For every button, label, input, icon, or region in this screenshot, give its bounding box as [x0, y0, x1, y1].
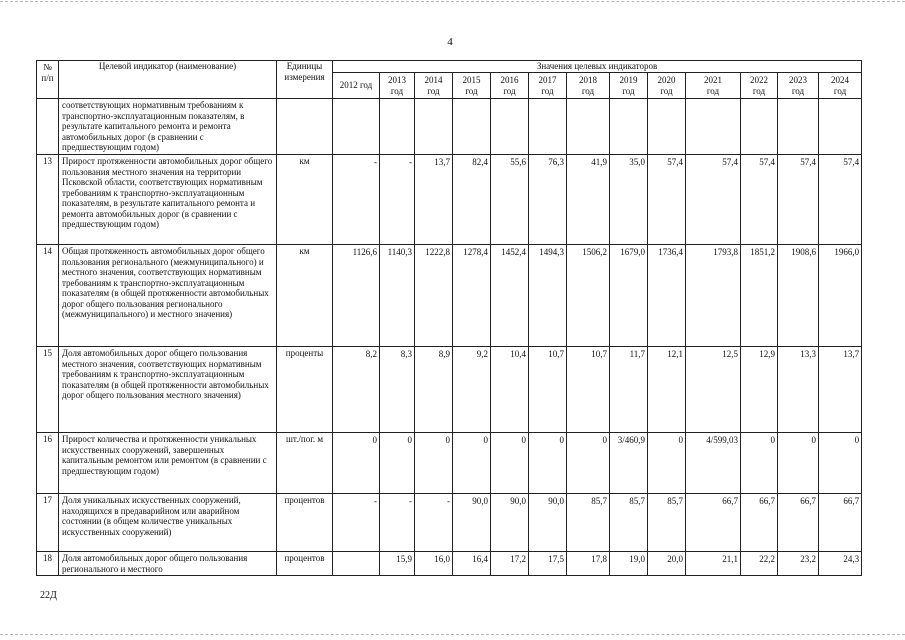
value-cell — [686, 99, 741, 155]
value-cell — [778, 99, 819, 155]
scan-bottom-edge — [0, 634, 905, 635]
table-row — [37, 155, 862, 245]
header-year: 2020 год — [648, 73, 686, 99]
value-cell: 66,7 — [819, 494, 862, 552]
header-year: 2023 год — [778, 73, 819, 99]
unit-cell: км — [277, 155, 333, 245]
value-cell: 22,2 — [741, 552, 778, 576]
value-cell: 1908,6 — [778, 245, 819, 347]
value-cell: - — [415, 494, 453, 552]
value-cell: 10,7 — [567, 347, 610, 433]
value-cell: 66,7 — [778, 494, 819, 552]
value-cell: 23,2 — [778, 552, 819, 576]
value-cell: 57,4 — [686, 155, 741, 245]
value-cell: 0 — [648, 433, 686, 494]
value-cell: 85,7 — [648, 494, 686, 552]
value-cell: 13,7 — [415, 155, 453, 245]
header-unit — [277, 61, 333, 99]
indicators-table — [36, 60, 862, 576]
header-unit-text: Единицы измерения — [284, 61, 325, 82]
row-number: 17 — [37, 494, 59, 552]
value-cell: 0 — [415, 433, 453, 494]
value-cell: 90,0 — [491, 494, 529, 552]
header-year: 2016 год — [491, 73, 529, 99]
table-row — [37, 552, 862, 576]
row-number: 14 — [37, 245, 59, 347]
value-cell: 1736,4 — [648, 245, 686, 347]
value-cell: - — [380, 494, 415, 552]
value-cell — [819, 99, 862, 155]
value-cell: 10,7 — [529, 347, 567, 433]
value-cell: 90,0 — [529, 494, 567, 552]
value-cell — [415, 99, 453, 155]
row-number — [37, 99, 59, 155]
header-year: 2017 год — [529, 73, 567, 99]
value-cell: 8,2 — [333, 347, 380, 433]
header-num-text: № п/п — [41, 62, 54, 83]
header-values-group — [333, 61, 862, 73]
value-cell: 0 — [491, 433, 529, 494]
value-cell: 85,7 — [610, 494, 648, 552]
value-cell: 85,7 — [567, 494, 610, 552]
value-cell: 17,2 — [491, 552, 529, 576]
value-cell: 55,6 — [491, 155, 529, 245]
unit-cell: проценты — [277, 347, 333, 433]
value-cell — [333, 552, 380, 576]
header-indicator-text: Целевой индикатор (наименование) — [98, 61, 237, 71]
value-cell: 0 — [529, 433, 567, 494]
value-cell: 1966,0 — [819, 245, 862, 347]
unit-cell — [277, 99, 333, 155]
value-cell: 17,5 — [529, 552, 567, 576]
table-body — [37, 99, 862, 576]
table-row — [37, 347, 862, 433]
value-cell: 1679,0 — [610, 245, 648, 347]
value-cell — [567, 99, 610, 155]
header-year: 2013 год — [380, 73, 415, 99]
value-cell: 20,0 — [648, 552, 686, 576]
value-cell — [380, 99, 415, 155]
unit-cell: процентов — [277, 494, 333, 552]
header-year: 2022 год — [741, 73, 778, 99]
value-cell — [491, 99, 529, 155]
header-year: 2021 год — [686, 73, 741, 99]
unit-cell: процентов — [277, 552, 333, 576]
value-cell: - — [333, 155, 380, 245]
value-cell: 0 — [567, 433, 610, 494]
value-cell: 16,4 — [453, 552, 491, 576]
value-cell: 57,4 — [648, 155, 686, 245]
scan-top-edge — [0, 1, 905, 2]
value-cell: 66,7 — [686, 494, 741, 552]
value-cell: 57,4 — [778, 155, 819, 245]
value-cell: 3/460,9 — [610, 433, 648, 494]
row-number: 18 — [37, 552, 59, 576]
value-cell: 0 — [333, 433, 380, 494]
value-cell — [741, 99, 778, 155]
value-cell: 8,3 — [380, 347, 415, 433]
table-row — [37, 433, 862, 494]
header-year: 2014 год — [415, 73, 453, 99]
row-number: 13 — [37, 155, 59, 245]
header-year: 2018 год — [567, 73, 610, 99]
value-cell — [648, 99, 686, 155]
value-cell: 76,3 — [529, 155, 567, 245]
value-cell: 90,0 — [453, 494, 491, 552]
value-cell: 0 — [741, 433, 778, 494]
value-cell: 57,4 — [741, 155, 778, 245]
value-cell: 19,0 — [610, 552, 648, 576]
header-row-top — [37, 61, 862, 73]
value-cell: 1222,8 — [415, 245, 453, 347]
value-cell — [333, 99, 380, 155]
value-cell — [529, 99, 567, 155]
table-row — [37, 245, 862, 347]
value-cell: 12,5 — [686, 347, 741, 433]
page-number: 4 — [447, 36, 453, 48]
value-cell: 0 — [778, 433, 819, 494]
value-cell: 57,4 — [819, 155, 862, 245]
row-number: 16 — [37, 433, 59, 494]
value-cell: 1278,4 — [453, 245, 491, 347]
value-cell: - — [380, 155, 415, 245]
value-cell: 1140,3 — [380, 245, 415, 347]
indicator-name: Доля автомобильных дорог общего пользования регионального и местного — [59, 552, 277, 576]
header-year: 2015 год — [453, 73, 491, 99]
indicator-name: Прирост количества и протяженности уникальных искусственных сооружений, завершенных капитальным ремонтом или ремонтом (в сравнении с предшествующим годом) — [59, 433, 277, 494]
value-cell: 0 — [819, 433, 862, 494]
indicator-name: Прирост протяженности автомобильных дорог общего пользования местного значения на территории Псковской области, соответствующих нормативным требованиям к транспортно-эксплуатационным показателям, в результате капитального ремонта и ремонта автомобильных дорог (в сравнении с предшествующим годом) — [59, 155, 277, 245]
value-cell: 24,3 — [819, 552, 862, 576]
value-cell: 13,3 — [778, 347, 819, 433]
value-cell — [453, 99, 491, 155]
value-cell: 13,7 — [819, 347, 862, 433]
unit-cell: шт./пог. м — [277, 433, 333, 494]
unit-cell: км — [277, 245, 333, 347]
header-year: 2019 год — [610, 73, 648, 99]
value-cell: 1126,6 — [333, 245, 380, 347]
header-num — [37, 61, 59, 99]
table-row — [37, 494, 862, 552]
indicator-name: Доля уникальных искусственных сооружений, находящихся в предаварийном или аварийном состоянии (в общем количестве уникальных искусственных сооружений) — [59, 494, 277, 552]
header-year: 2024 год — [819, 73, 862, 99]
value-cell: 16,0 — [415, 552, 453, 576]
value-cell: 1506,2 — [567, 245, 610, 347]
value-cell: 0 — [453, 433, 491, 494]
value-cell: 41,9 — [567, 155, 610, 245]
value-cell: 0 — [380, 433, 415, 494]
value-cell: 82,4 — [453, 155, 491, 245]
value-cell: 1452,4 — [491, 245, 529, 347]
value-cell: 1494,3 — [529, 245, 567, 347]
value-cell — [610, 99, 648, 155]
value-cell: 1851,2 — [741, 245, 778, 347]
value-cell: 15,9 — [380, 552, 415, 576]
header-year: 2012 год — [333, 73, 380, 99]
indicator-name: соответствующих нормативным требованиям к транспортно-эксплуатационным показателям, в результате капитального ремонта и ремонта автомобильных дорог (в сравнении с предшествующим годом) — [59, 99, 277, 155]
value-cell: 4/599,03 — [686, 433, 741, 494]
row-number: 15 — [37, 347, 59, 433]
value-cell: 66,7 — [741, 494, 778, 552]
value-cell: 17,8 — [567, 552, 610, 576]
indicator-name: Доля автомобильных дорог общего пользования местного значения, соответствующих нормативным требованиям к транспортно-эксплуатационным показателям (в общей протяженности автомобильных дорог общего пользования местного значения) — [59, 347, 277, 433]
value-cell: 21,1 — [686, 552, 741, 576]
value-cell: 9,2 — [453, 347, 491, 433]
footer-code: 22Д — [40, 590, 57, 601]
value-cell: 35,0 — [610, 155, 648, 245]
value-cell: 11,7 — [610, 347, 648, 433]
value-cell: 1793,8 — [686, 245, 741, 347]
header-indicator — [59, 61, 277, 99]
value-cell: - — [333, 494, 380, 552]
value-cell: 12,1 — [648, 347, 686, 433]
table-row — [37, 99, 862, 155]
indicator-name: Общая протяженность автомобильных дорог общего пользования регионального (межмуниципального) и местного значения, соответствующих нормативным требованиям к транспортно-эксплуатационным показателям (в общей протяженности автомобильных дорог общего пользования регионального (межмуниципального) и местного значения) — [59, 245, 277, 347]
value-cell: 12,9 — [741, 347, 778, 433]
value-cell: 10,4 — [491, 347, 529, 433]
header-values-group-text: Значения целевых индикаторов — [536, 61, 658, 71]
value-cell: 8,9 — [415, 347, 453, 433]
